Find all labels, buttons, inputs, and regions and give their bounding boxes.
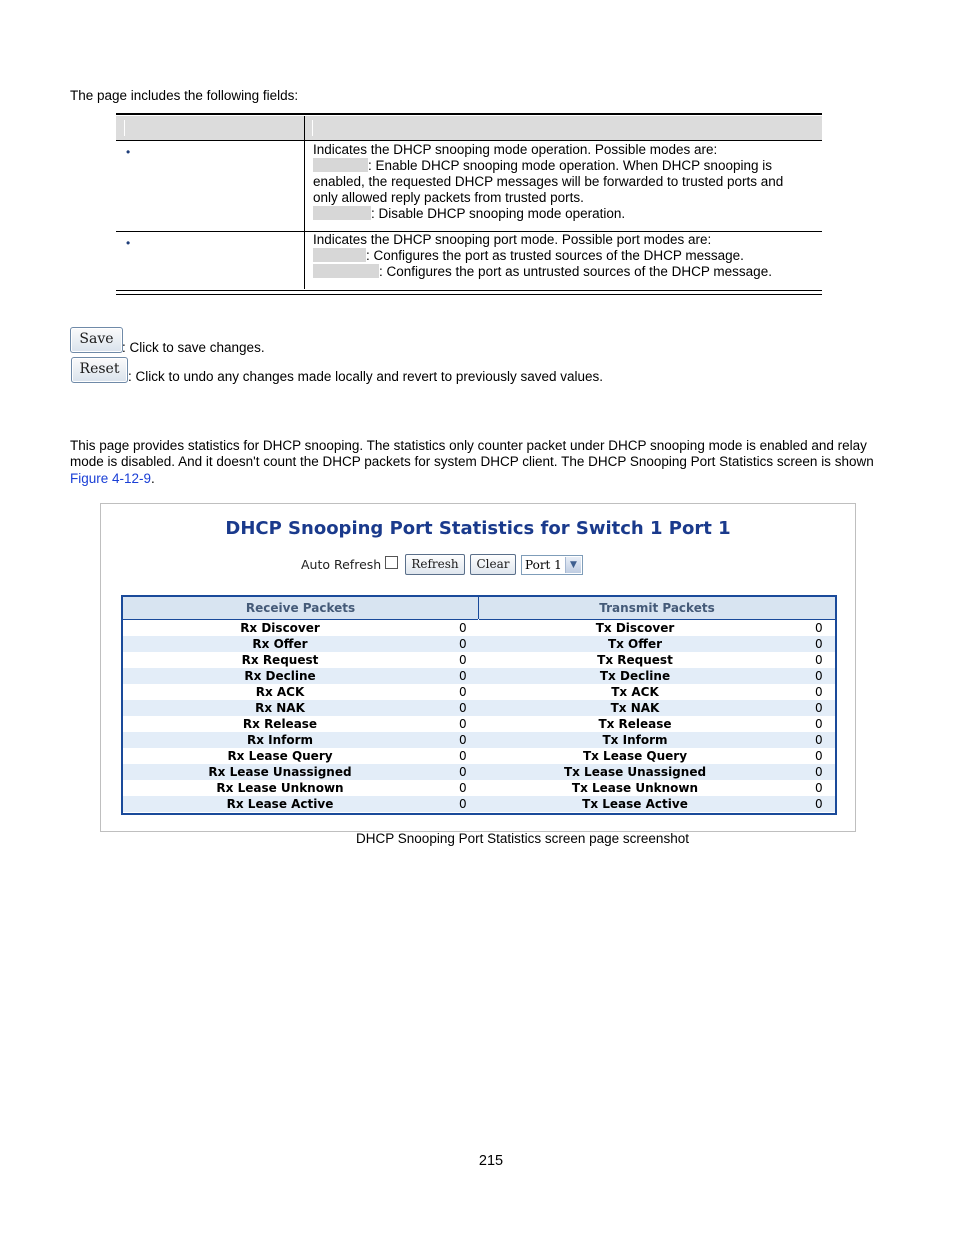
mode-enabled-placeholder [313, 158, 368, 172]
rx-value: 0 [459, 749, 467, 763]
table-row [123, 780, 835, 796]
tx-label: Tx Lease Active [582, 797, 688, 811]
statistics-table [121, 595, 837, 815]
table-row [123, 668, 835, 684]
port-select-value: Port 1 [525, 558, 562, 572]
figure-caption: DHCP Snooping Port Statistics screen page screenshot [356, 831, 689, 846]
table-row [123, 684, 835, 700]
tx-value: 0 [815, 637, 823, 651]
receive-packets-header: Receive Packets [123, 597, 478, 620]
tx-value: 0 [815, 621, 823, 635]
mode-description: Indicates the DHCP snooping mode operation. Possible modes are: : Enable DHCP snooping mode operation. When DHCP snooping is enabled, the requested DHCP messages will be forwarded to trusted ports and only allowed reply packets from trusted ports. : Disable DHCP snooping mode operation. [313, 142, 784, 221]
tx-value: 0 [815, 717, 823, 731]
table-row [123, 716, 835, 732]
rx-label: Rx Lease Active [226, 797, 334, 811]
untrusted-placeholder [313, 264, 379, 278]
rx-label: Rx Request [241, 653, 319, 667]
clear-button[interactable]: Clear [470, 554, 516, 575]
rx-value: 0 [459, 669, 467, 683]
table-row [123, 652, 835, 668]
mode-disabled-placeholder [313, 206, 371, 220]
page-number: 215 [478, 1153, 504, 1169]
tx-label: Tx Lease Query [582, 749, 688, 763]
tx-label: Tx Offer [607, 637, 663, 651]
rx-label: Rx Offer [252, 637, 308, 651]
rx-value: 0 [459, 781, 467, 795]
rx-label: Rx ACK [255, 685, 305, 699]
rx-label: Rx Lease Unknown [216, 781, 344, 795]
table-header-row [116, 116, 822, 141]
table-row-mode [116, 141, 822, 232]
bullet-icon: • [126, 236, 131, 250]
tx-label: Tx Lease Unassigned [563, 765, 707, 779]
auto-refresh-label: Auto Refresh [301, 557, 382, 572]
rx-label: Rx Decline [244, 669, 316, 683]
tx-value: 0 [815, 685, 823, 699]
table-row [123, 764, 835, 780]
rx-value: 0 [459, 797, 467, 811]
screenshot-frame [100, 503, 856, 832]
refresh-button[interactable]: Refresh [405, 554, 465, 575]
reset-description: : Click to undo any changes made locally and revert to previously saved values. [128, 369, 604, 384]
tx-label: Tx Inform [602, 733, 668, 747]
rx-value: 0 [459, 685, 467, 699]
tx-label: Tx ACK [611, 685, 659, 699]
tx-value: 0 [815, 669, 823, 683]
save-button[interactable]: Save [70, 327, 123, 353]
table-row [123, 700, 835, 716]
table-row [123, 796, 835, 812]
figure-link[interactable]: Figure 4-12-9 [70, 470, 152, 486]
tx-label: Tx Release [598, 717, 672, 731]
rx-label: Rx NAK [255, 701, 305, 715]
port-mode-description: Indicates the DHCP snooping port mode. Possible port modes are: : Configures the port as trusted sources of the DHCP message. : Configures the port as untrusted sources of the DHCP message. [313, 232, 772, 279]
tx-label: Tx Discover [595, 621, 675, 635]
tx-value: 0 [815, 781, 823, 795]
save-description: : Click to save changes. [122, 340, 265, 355]
table-row [123, 748, 835, 764]
tx-label: Tx Lease Unknown [571, 781, 699, 795]
port-select[interactable] [521, 555, 583, 575]
table-top-rule [116, 113, 822, 115]
rx-value: 0 [459, 717, 467, 731]
auto-refresh-checkbox[interactable] [385, 556, 398, 569]
rx-value: 0 [459, 653, 467, 667]
table-row [123, 636, 835, 652]
bullet-icon: • [126, 145, 131, 159]
rx-label: Rx Inform [246, 733, 314, 747]
rx-value: 0 [459, 621, 467, 635]
rx-label: Rx Lease Unassigned [208, 765, 352, 779]
description-paragraph: This page provides statistics for DHCP snooping. The statistics only counter packet under DHCP snooping mode is enabled and relay mode is disabled. And it doesn't count the DHCP packets for system DHCP client. The DHCP Snooping Port Statistics screen is shown Figure 4-12-9. [70, 438, 874, 486]
table-row [123, 620, 835, 636]
tx-value: 0 [815, 749, 823, 763]
tx-value: 0 [815, 653, 823, 667]
tx-value: 0 [815, 765, 823, 779]
tx-value: 0 [815, 797, 823, 811]
tx-label: Tx Decline [599, 669, 671, 683]
rx-value: 0 [459, 765, 467, 779]
chevron-down-icon[interactable]: ▼ [565, 557, 581, 573]
rx-label: Rx Discover [240, 621, 320, 635]
table-row-port-mode [116, 232, 822, 289]
table-bottom-rule [116, 290, 822, 295]
trusted-placeholder [313, 248, 366, 262]
table-row [123, 732, 835, 748]
rx-label: Rx Lease Query [227, 749, 333, 763]
rx-value: 0 [459, 637, 467, 651]
reset-button[interactable]: Reset [71, 357, 128, 383]
rx-value: 0 [459, 701, 467, 715]
transmit-packets-header: Transmit Packets [479, 597, 835, 620]
tx-value: 0 [815, 701, 823, 715]
statistics-title: DHCP Snooping Port Statistics for Switch 1 Port 1 [225, 518, 731, 539]
intro-text: The page includes the following fields: [70, 88, 299, 103]
tx-label: Tx NAK [610, 701, 660, 715]
rx-label: Rx Release [242, 717, 318, 731]
tx-label: Tx Request [597, 653, 673, 667]
rx-value: 0 [459, 733, 467, 747]
tx-value: 0 [815, 733, 823, 747]
